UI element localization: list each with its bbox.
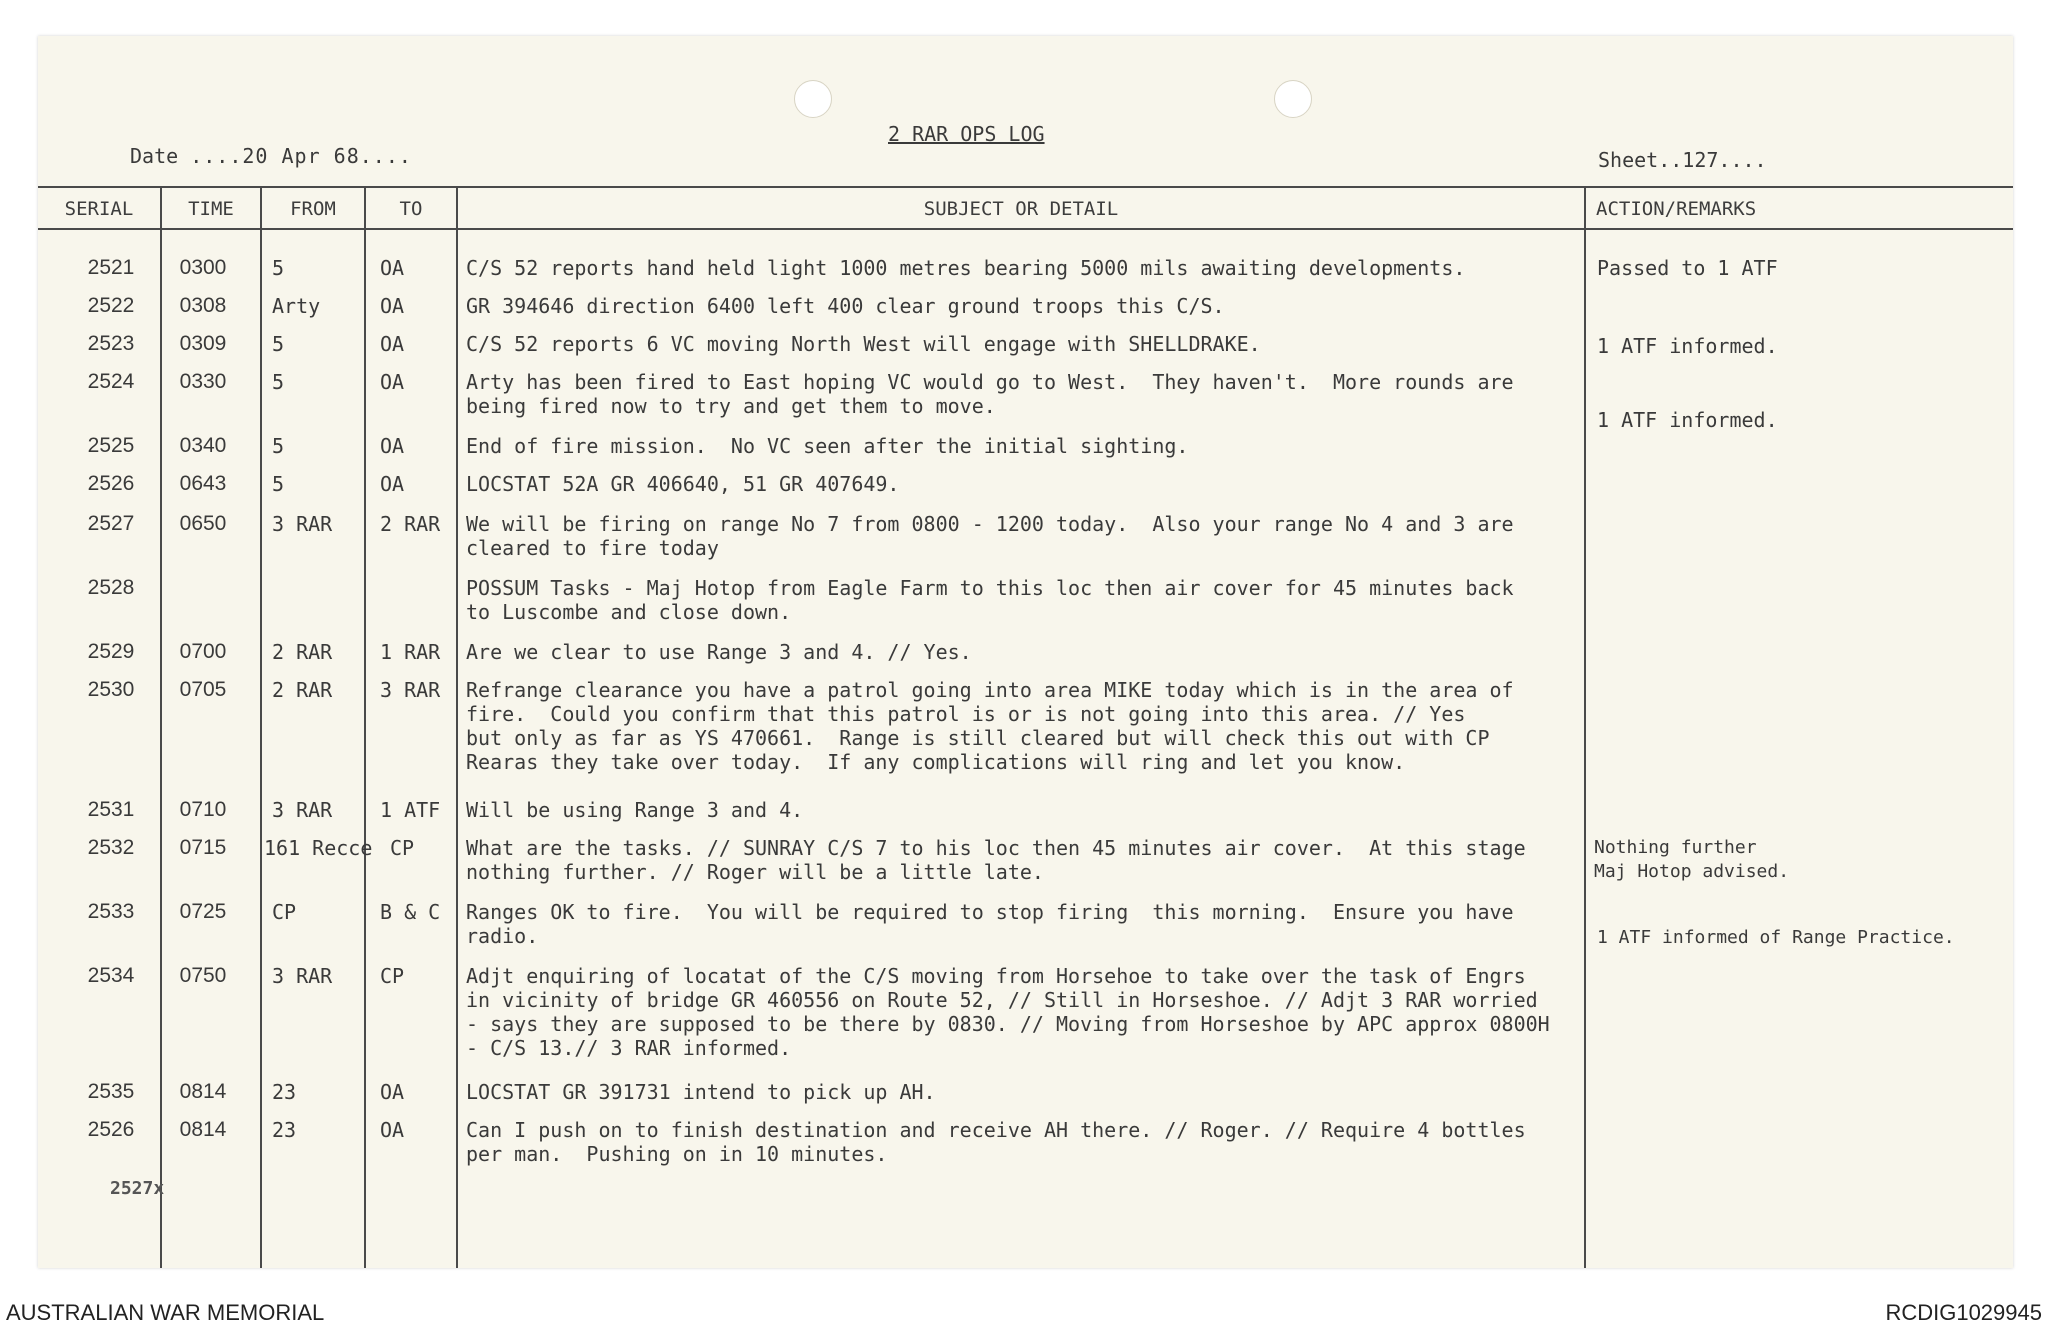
to-cell: CP <box>380 964 405 988</box>
serial-cell: 2531 <box>87 798 135 821</box>
from-cell: 5 <box>272 472 285 496</box>
subject-cell: C/S 52 reports hand held light 1000 metres bearing 5000 mils awaiting developments. <box>466 256 1466 280</box>
time-cell: 0308 <box>179 294 227 317</box>
from-cell: Arty <box>272 294 321 318</box>
punch-hole <box>1274 80 1312 118</box>
to-cell: CP <box>390 836 415 860</box>
to-cell: OA <box>380 294 405 318</box>
to-cell: 3 RAR <box>380 678 441 702</box>
serial-cell: 2523 <box>87 332 135 355</box>
sheet-value: ..127.... <box>1658 148 1767 172</box>
time-cell: 0300 <box>179 256 227 279</box>
from-cell: 5 <box>272 370 285 394</box>
subject-cell: Adjt enquiring of locatat of the C/S moving from Horsehoe to take over the task of Engrs in vicinity of bridge GR 460556 on Route 52, // Still in Horseshoe. // Adjt 3 RAR worried - says they are supposed to be there by 0830. // Moving from Horseshoe by APC approx 0800H - C/S 13.// 3 RAR informed. <box>466 964 1550 1060</box>
to-cell: OA <box>380 1118 405 1142</box>
time-cell: 0750 <box>179 964 227 987</box>
column-divider <box>260 186 262 1268</box>
header-top-rule <box>38 186 2013 188</box>
column-header-time: TIME <box>188 198 234 220</box>
column-header-to: TO <box>399 198 423 220</box>
from-cell: 5 <box>272 434 285 458</box>
to-cell: B & C <box>380 900 441 924</box>
from-cell: 23 <box>272 1080 297 1104</box>
time-cell: 0705 <box>179 678 227 701</box>
to-cell: OA <box>380 370 405 394</box>
time-cell: 0330 <box>179 370 227 393</box>
subject-cell: Arty has been fired to East hoping VC would go to West. They haven't. More rounds are being fired now to try and get them to move. <box>466 370 1514 418</box>
action-cell: Passed to 1 ATF <box>1597 256 1778 280</box>
serial-cell: 2526 <box>87 1118 135 1141</box>
serial-cell: 2530 <box>87 678 135 701</box>
subject-cell: Can I push on to finish destination and receive AH there. // Roger. // Require 4 bottles per man. Pushing on in 10 minutes. <box>466 1118 1526 1166</box>
to-cell: OA <box>380 256 405 280</box>
serial-cell: 2525 <box>87 434 135 457</box>
time-cell: 0710 <box>179 798 227 821</box>
column-divider <box>1584 186 1586 1268</box>
subject-cell: POSSUM Tasks - Maj Hotop from Eagle Farm to this loc then air cover for 45 minutes back to Luscombe and close down. <box>466 576 1514 624</box>
from-cell: 3 RAR <box>272 964 333 988</box>
action-cell: Nothing further Maj Hotop advised. <box>1594 837 1790 882</box>
sheet-label: Sheet <box>1598 148 1659 172</box>
time-cell: 0814 <box>179 1118 227 1141</box>
header-bottom-rule <box>38 228 2013 230</box>
from-cell: 3 RAR <box>272 512 333 536</box>
subject-cell: What are the tasks. // SUNRAY C/S 7 to his loc then 45 minutes air cover. At this stage nothing further. // Roger will be a little late. <box>466 836 1526 884</box>
time-cell: 0814 <box>179 1080 227 1103</box>
serial-cell: 2532 <box>87 836 135 859</box>
from-cell: 5 <box>272 332 285 356</box>
serial-stamp: 2527x <box>110 1178 165 1199</box>
to-cell: OA <box>380 472 405 496</box>
subject-cell: LOCSTAT GR 391731 intend to pick up AH. <box>466 1080 936 1104</box>
subject-cell: GR 394646 direction 6400 left 400 clear ground troops this C/S. <box>466 294 1225 318</box>
column-header-subject: SUBJECT OR DETAIL <box>923 198 1119 220</box>
subject-cell: Will be using Range 3 and 4. <box>466 798 804 822</box>
serial-cell: 2534 <box>87 964 135 987</box>
time-cell: 0715 <box>179 836 227 859</box>
subject-cell: Refrange clearance you have a patrol going into area MIKE today which is in the area of fire. Could you confirm that this patrol is or is not going into this area. // Yes but only as far as YS 470661. Range is still cleared but will check this out with CP Rearas they take over today. If any complications will ring and let you know. <box>466 678 1514 774</box>
to-cell: OA <box>380 332 405 356</box>
log-sheet <box>38 36 2013 1268</box>
column-header-from: FROM <box>290 198 336 220</box>
date-label: Date <box>130 144 179 168</box>
serial-cell: 2526 <box>87 472 135 495</box>
time-cell: 0643 <box>179 472 227 495</box>
serial-cell: 2529 <box>87 640 135 663</box>
to-cell: 1 ATF <box>380 798 441 822</box>
action-cell: 1 ATF informed of Range Practice. <box>1597 927 1955 948</box>
from-cell: 3 RAR <box>272 798 333 822</box>
punch-hole <box>794 80 832 118</box>
from-cell: 23 <box>272 1118 297 1142</box>
subject-cell: C/S 52 reports 6 VC moving North West will engage with SHELLDRAKE. <box>466 332 1261 356</box>
time-cell: 0309 <box>179 332 227 355</box>
subject-cell: Ranges OK to fire. You will be required to stop firing this morning. Ensure you have radio. <box>466 900 1514 948</box>
from-cell: CP <box>272 900 297 924</box>
subject-cell: Are we clear to use Range 3 and 4. // Yes. <box>466 640 972 664</box>
time-cell: 0725 <box>179 900 227 923</box>
column-header-serial: SERIAL <box>64 198 134 220</box>
serial-cell: 2524 <box>87 370 135 393</box>
serial-cell: 2521 <box>87 256 135 279</box>
from-cell: 5 <box>272 256 285 280</box>
to-cell: OA <box>380 1080 405 1104</box>
date-field <box>130 144 412 168</box>
from-cell: 2 RAR <box>272 678 333 702</box>
log-title: 2 RAR OPS LOG <box>888 122 1045 146</box>
column-divider <box>160 186 162 1268</box>
serial-cell: 2535 <box>87 1080 135 1103</box>
column-header-action: ACTION/REMARKS <box>1596 198 1757 220</box>
time-cell: 0650 <box>179 512 227 535</box>
serial-cell: 2527 <box>87 512 135 535</box>
subject-cell: We will be firing on range No 7 from 0800 - 1200 today. Also your range No 4 and 3 are cleared to fire today <box>466 512 1514 560</box>
to-cell: 1 RAR <box>380 640 441 664</box>
action-cell: 1 ATF informed. <box>1597 334 1778 358</box>
sheet-field <box>1598 148 1767 172</box>
date-value: ....20 Apr 68.... <box>190 144 412 168</box>
to-cell: 2 RAR <box>380 512 441 536</box>
serial-cell: 2522 <box>87 294 135 317</box>
footer-credit: AUSTRALIAN WAR MEMORIAL <box>6 1300 325 1325</box>
action-cell: 1 ATF informed. <box>1597 408 1778 432</box>
to-cell: OA <box>380 434 405 458</box>
from-cell: 2 RAR <box>272 640 333 664</box>
from-cell: 161 Recce <box>264 836 373 860</box>
serial-cell: 2533 <box>87 900 135 923</box>
time-cell: 0700 <box>179 640 227 663</box>
serial-cell: 2528 <box>87 576 135 599</box>
column-divider <box>456 186 458 1268</box>
column-divider <box>364 186 366 1268</box>
time-cell: 0340 <box>179 434 227 457</box>
subject-cell: End of fire mission. No VC seen after the initial sighting. <box>466 434 1189 458</box>
subject-cell: LOCSTAT 52A GR 406640, 51 GR 407649. <box>466 472 900 496</box>
footer-reference: RCDIG1029945 <box>1885 1300 2042 1325</box>
